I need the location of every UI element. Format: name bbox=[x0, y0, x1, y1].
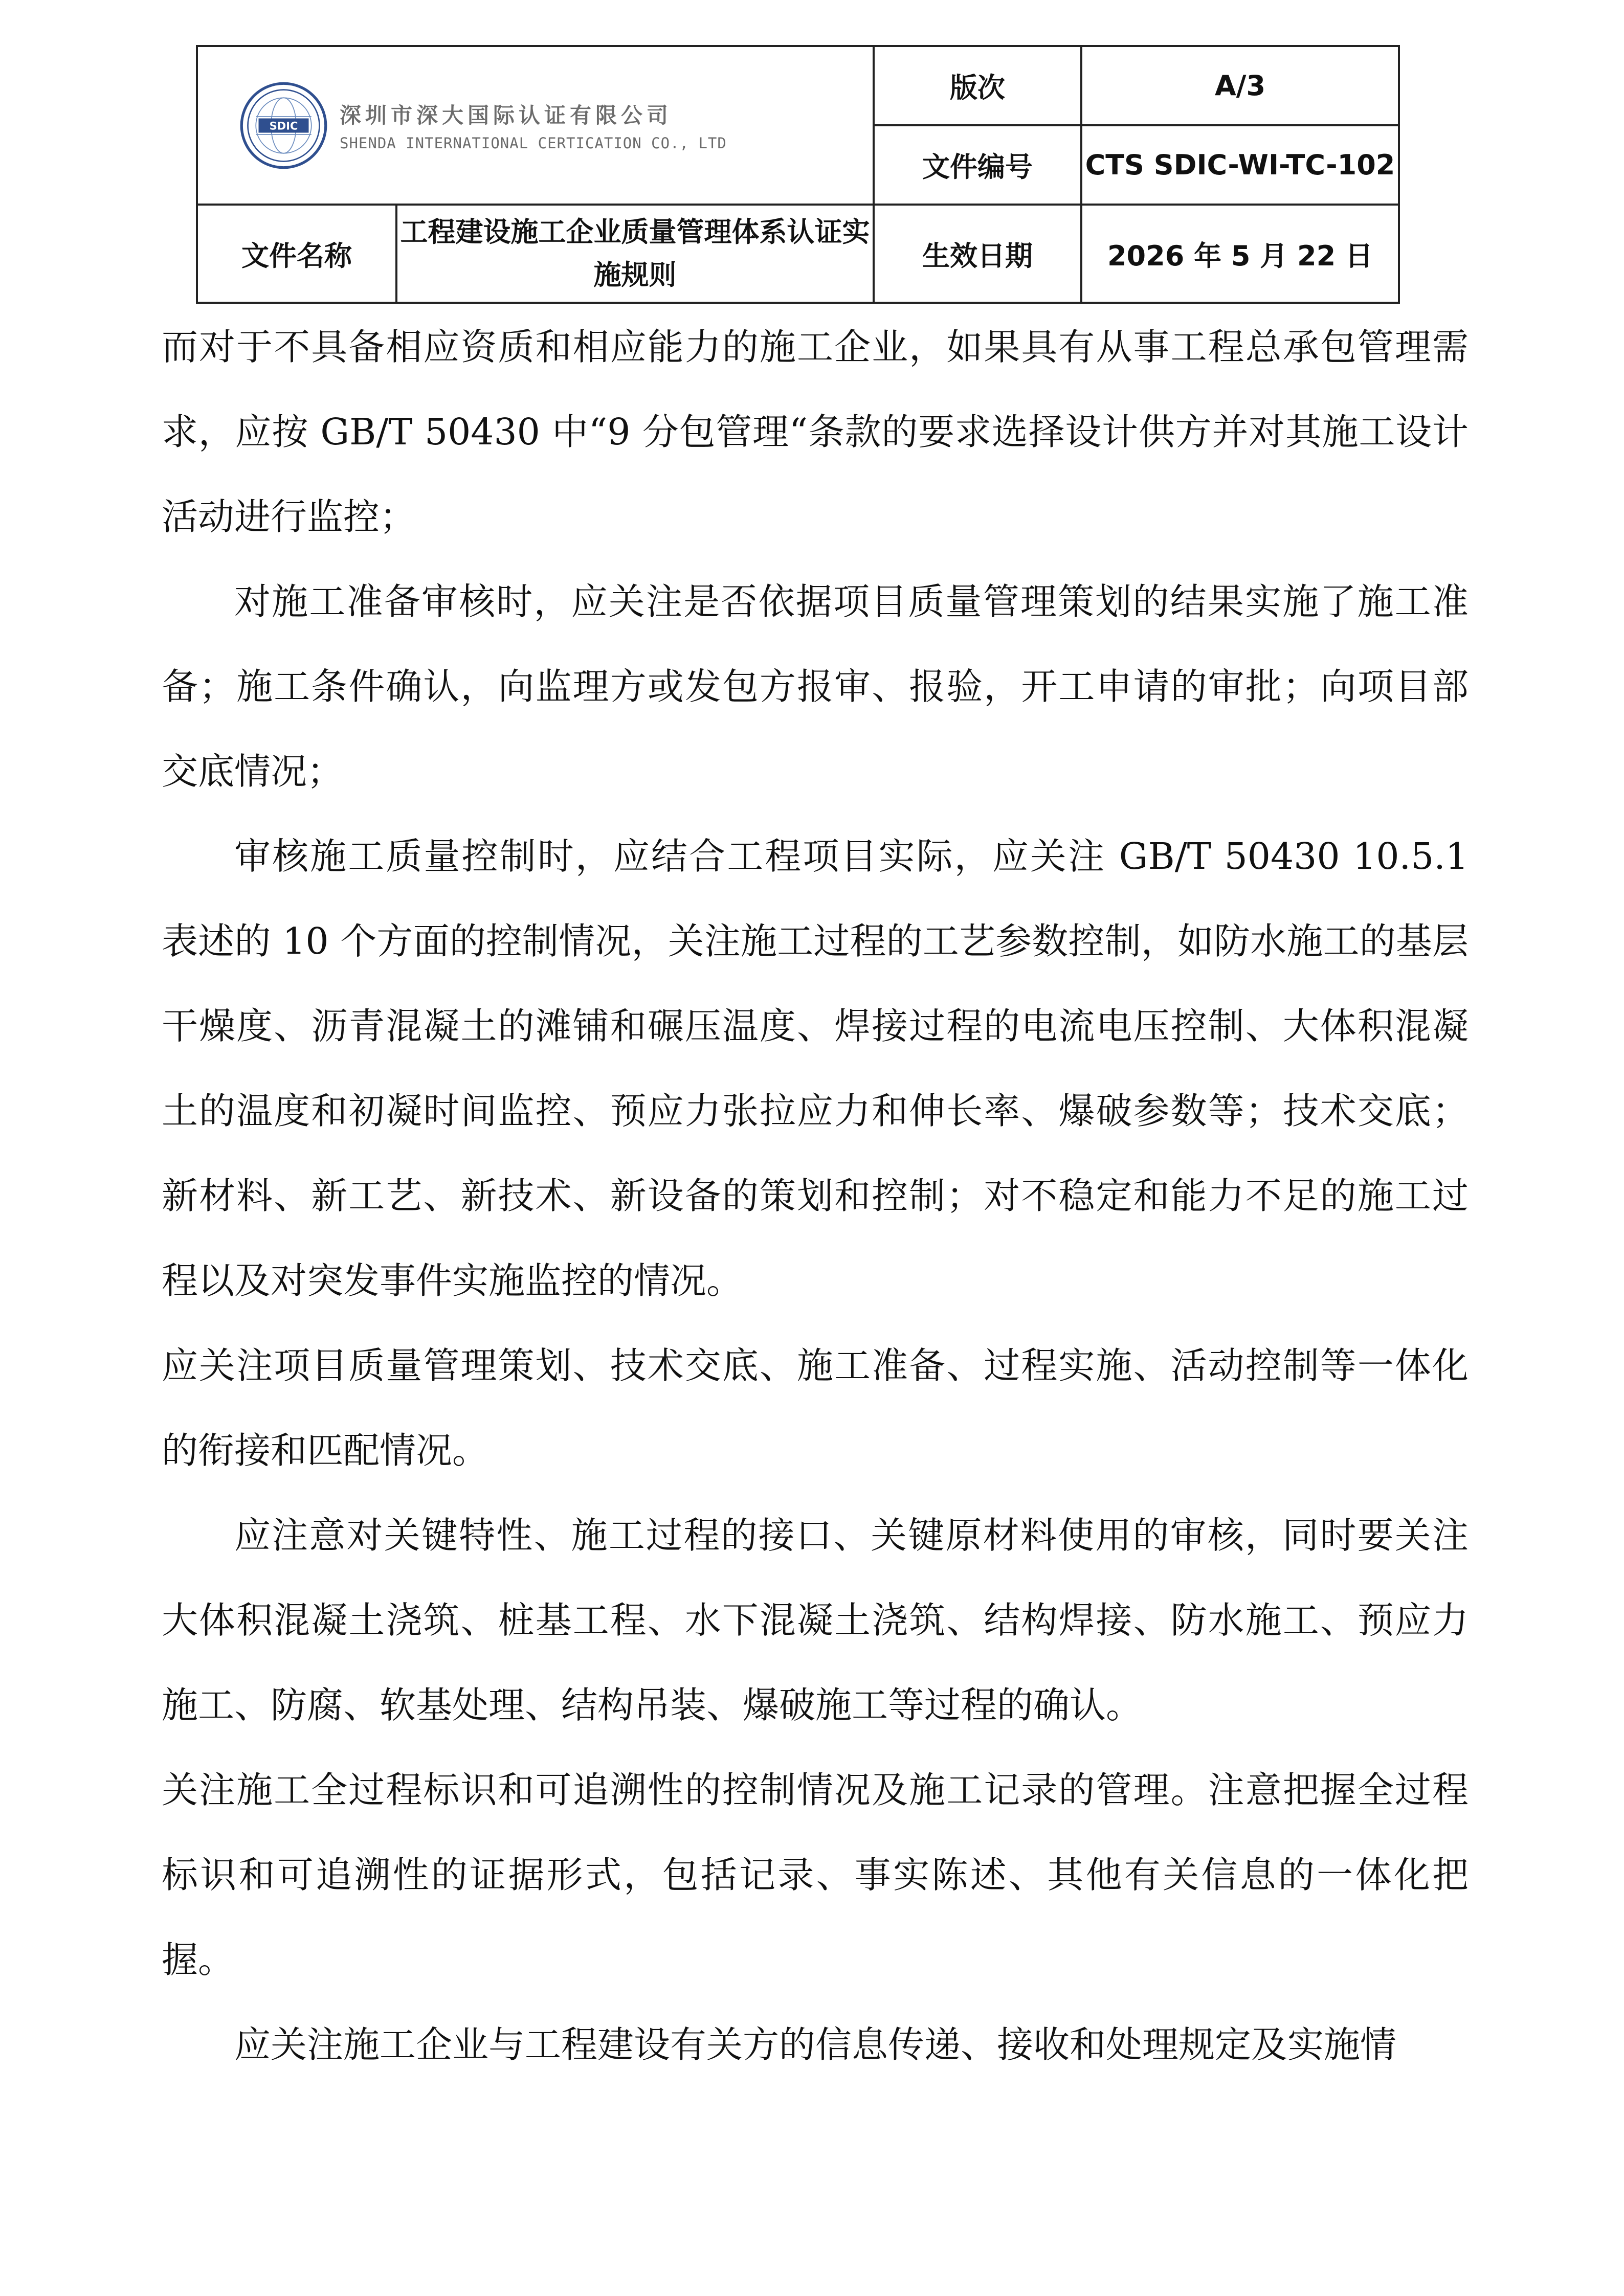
doc-number-label: 文件编号 bbox=[874, 125, 1081, 205]
company-emblem-icon bbox=[239, 81, 328, 170]
logo-emblem-text: SDIC bbox=[269, 119, 298, 132]
version-value: A/3 bbox=[1081, 46, 1399, 125]
effective-date-label: 生效日期 bbox=[874, 205, 1081, 303]
body-paragraph: 对施工准备审核时，应关注是否依据项目质量管理策划的结果实施了施工准备；施工条件确认，向监理方或发包方报审、报验，开工申请的审批；向项目部交底情况； bbox=[162, 580, 1469, 793]
company-logo-cell bbox=[197, 46, 874, 205]
body-paragraph: 应关注项目质量管理策划、技术交底、施工准备、过程实施、活动控制等一体化的衔接和匹配情况。 bbox=[162, 1344, 1469, 1472]
body-paragraph: 关注施工全过程标识和可追溯性的控制情况及施工记录的管理。注意把握全过程标识和可追溯性的证据形式，包括记录、事实陈述、其他有关信息的一体化把握。 bbox=[162, 1769, 1469, 1981]
company-name-en: SHENDA INTERNATIONAL CERTICATION CO., LTD bbox=[340, 134, 727, 152]
doc-name-value: 工程建设施工企业质量管理体系认证实施规则 bbox=[396, 205, 874, 303]
body-paragraph: 应注意对关键特性、施工过程的接口、关键原材料使用的审核，同时要关注大体积混凝土浇筑、桩基工程、水下混凝土浇筑、结构焊接、防水施工、预应力施工、防腐、软基处理、结构吊装、爆破施工等过程的确认。 bbox=[162, 1514, 1469, 1726]
body-paragraph: 应关注施工企业与工程建设有关方的信息传递、接收和处理规定及实施情 bbox=[234, 2023, 1397, 2066]
effective-date-value: 2026 年 5 月 22 日 bbox=[1081, 205, 1399, 303]
document-header-table bbox=[196, 45, 1400, 304]
version-label: 版次 bbox=[874, 46, 1081, 125]
company-logo bbox=[198, 47, 873, 204]
doc-number-value: CTS SDIC-WI-TC-102 bbox=[1081, 125, 1399, 205]
body-paragraph: 审核施工质量控制时，应结合工程项目实际，应关注 GB/T 50430 10.5.1 表述的 10 个方面的控制情况，关注施工过程的工艺参数控制，如防水施工的基层干燥度、沥青混凝土的滩铺和碾压温度、焊接过程的电流电压控制、大体积混凝土的温度和初凝时间监控、预应力张拉应力和伸长率、爆破参数等；技术交底；新材料、新工艺、新技术、新设备的策划和控制；对不稳定和能力不足的施工过程以及对突发事件实施监控的情况。 bbox=[162, 835, 1469, 1302]
doc-name-label: 文件名称 bbox=[197, 205, 396, 303]
document-body bbox=[162, 305, 1469, 2087]
company-name-cn: 深圳市深大国际认证有限公司 bbox=[340, 103, 673, 128]
body-paragraph: 而对于不具备相应资质和相应能力的施工企业，如果具有从事工程总承包管理需求，应按 GB/T 50430 中“9 分包管理“条款的要求选择设计供方并对其施工设计活动进行监控； bbox=[162, 326, 1469, 538]
